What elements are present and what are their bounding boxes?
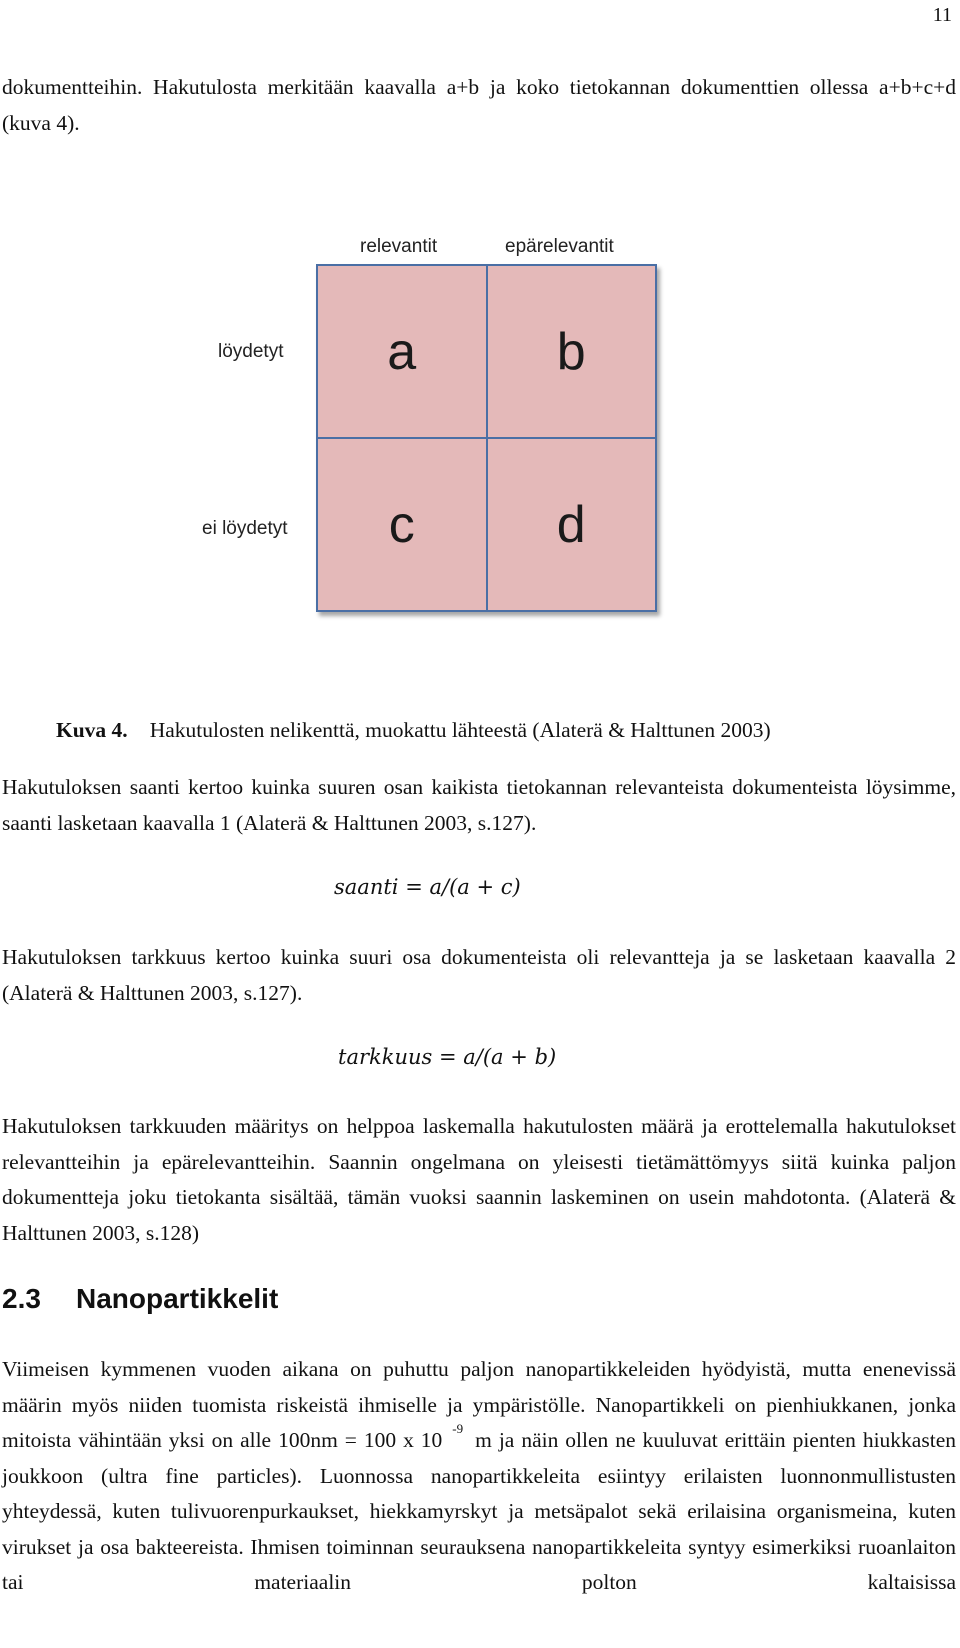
formula-precision-lhs: tarkkuus [338,1045,433,1069]
formula-recall-lhs: saanti [334,875,399,899]
cell-d: d [488,439,656,610]
section-heading [2,1283,278,1315]
row-label-not-found: ei löydetyt [202,518,288,539]
formula-precision-rhs-a: a/(a [463,1045,504,1069]
section-number: 2.3 [2,1283,41,1314]
formula-recall-equals: = [405,875,423,899]
formula-recall-rhs-b: c) [500,875,521,899]
four-field-grid [316,264,657,612]
precision-paragraph: Hakutuloksen tarkkuus kertoo kuinka suuri osa dokumenteista oli relevantteja ja se lasketaan kaavalla 2 (Alaterä & Halttunen 2003, s.127). [2,945,956,1005]
intro-paragraph: dokumentteihin. Hakutulosta merkitään kaavalla a+b ja koko tietokannan dokumenttien ollessa a+b+c+d (kuva 4). [2,75,956,135]
figure-caption [56,718,771,743]
nano-exponent: -9 [452,1421,464,1436]
nano-text-part1: Viimeisen kymmenen vuoden aikana on puhuttu paljon nanopartikkeleiden hyödyistä, mutta enenevissä määrin myös niiden tuomista riskeistä ihmiselle ja ympäristölle. Nanopartikkeli on pienhiukkanen, jonka mitoista vähintään yksi on alle 100nm = 100 x 10 [2,1357,956,1452]
nano-text-part2: m ja näin ollen ne kuuluvat erittäin pienten hiukkasten joukkoon (ultra fine particles). Luonnossa nanopartikkeleita esiintyy erilaisten luonnonmullistusten yhteydessä, kuten tulivuorenpurkaukset, hiekkamyrskyt ja metsäpalot sekä erilaisina organismeina, kuten virukset ja osa bakteereista. Ihmisen toiminnan seurauksena nanopartikkeleita syntyy esimerkiksi ruoanlaiton tai materiaalin polton kaltaisissa [2,1428,956,1594]
determination-paragraph: Hakutuloksen tarkkuuden määritys on helppoa laskemalla hakutulosten määrä ja erottelemalla hakutulokset relevantteihin ja epärelevantteihin. Saannin ongelmana on yleisesti tietämättömyys siitä kuinka paljon dokumentteja joku tietokanta sisältää, tämän vuoksi saannin laskeminen on usein mahdotonta. (Alaterä & Halttunen 2003, s.128) [2,1114,956,1245]
formula-precision-plus: + [510,1045,528,1069]
formula-precision-equals: = [438,1045,457,1069]
formula-precision-rhs-b: b) [534,1045,557,1069]
cell-b: b [488,266,656,437]
formula-recall-plus: + [476,875,495,899]
column-label-relevant: relevantit [360,236,438,257]
caption-text: Hakutulosten nelikenttä, muokattu lähteestä (Alaterä & Halttunen 2003) [149,718,771,742]
formula-recall [334,875,521,899]
formula-recall-rhs-a: a/(a [429,875,470,899]
formula-precision [338,1045,556,1069]
page-number: 11 [932,4,952,26]
row-label-found: löydetyt [218,341,284,362]
cell-a: a [318,266,486,437]
nanoparticles-paragraph [2,1352,956,1601]
cell-c: c [318,439,486,610]
caption-label: Kuva 4. [56,718,128,742]
column-label-irrelevant: epärelevantit [505,236,614,257]
recall-paragraph: Hakutuloksen saanti kertoo kuinka suuren osan kaikista tietokannan relevanteista dokumenteista löysimme, saanti lasketaan kaavalla 1 (Alaterä & Halttunen 2003, s.127). [2,775,956,835]
figure-four-field [0,0,960,640]
section-title: Nanopartikkelit [76,1283,279,1314]
